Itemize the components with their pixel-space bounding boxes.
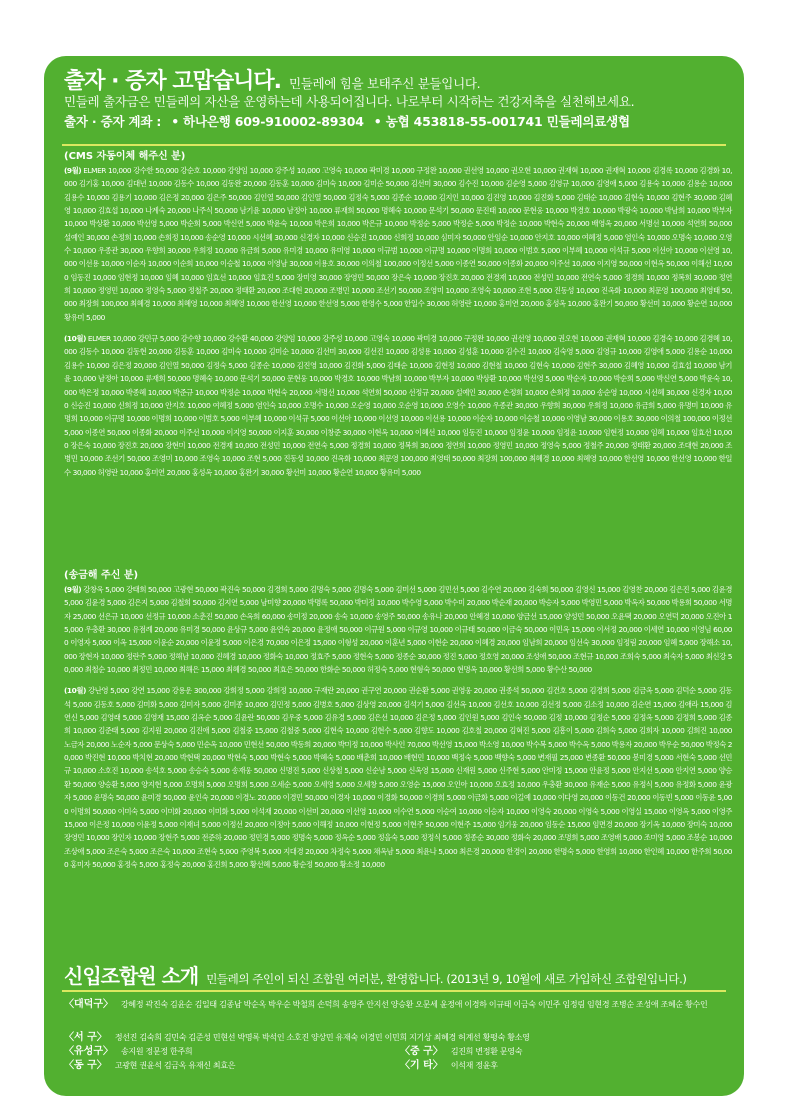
account-line bbox=[64, 112, 730, 132]
month-label: (10월) bbox=[64, 334, 86, 344]
month-label: (10월) bbox=[64, 686, 86, 696]
donor-list: ELMER 10,000 강민규 5,000 강수향 10,000 강수환 40,000 강양임 10,000 강주성 10,000 고영숙 10,000 곽미경 10,000 구정완 10,000 권선영 10,000 권오현 10,000 권재혁 10,000 김경숙 10,000 김경혜 10,000 김동수 10,000 김동현 20,000 김동훈 10,000 김미숙 10,000 김미순 10,000 김선미 30,000 김선진 10,000 김성용 10,000 김성훈 10,000 김수진 10,000 김숙영 5,000 김영규 10,000 김영애 5,000 김용순 10,000 김용수 10,000 김은정 20,000 김인열 50,000 김정숙 5,000 김종순 10,000 김진영 10,000 김진화 5,000 김태순 10,000 김현정 10,000 김현철 10,000 김현숙 10,000 김현주 30,000 김혜영 10,000 김효섭 10,000 남기윤 10,000 남정아 10,000 류재희 50,000 명혜숙 10,000 문석기 50,000 문현웅 10,000 박경호 10,000 박남희 10,000 박부자 10,000 박상환 10,000 박선영 5,000 박순자 10,000 박순희 5,000 박신연 5,000 박윤숙 10,000 박은정 10,000 박종혜 10,000 박준규 10,000 박정순 10,000 박현숙 20,000 서명선 10,000 석연희 50,000 선정규 20,000 설예인 30,000 손정희 10,000 손희정 10,000 송순영 10,000 시선혜 30,000 신경자 10,000 신승진 10,000 신희정 10,000 안지호 10,000 여혜정 5,000 염인숙 10,000 오명수 10,000 오순영 10,000 오순영 10,000 오영수 10,000 우종관 30,000 우향희 30,000 우희정 10,000 유금희 5,000 유명미 10,000 유명희 10,000 이규명 10,000 이명희 10,000 이범호 5,000 이부혜 10,000 이석규 5,000 이선아 10,000 이선영 10,000 이선용 10,000 이순자 10,000 이승철 10,000 이영남 30,000 이용호 30,000 이의철 100,000 이정선 5,000 이종연 50,000 이종화 20,000 이주선 10,000 이지영 50,000 이지훈 30,000 이창준 30,000 이현옥 10,000 이혜선 10,000 임동진 10,000 임정윤 10,000 임정윤 10,000 임현정 10,000 임혜 10,000 임효선 10,000 장은숙 10,000 장진호 20,000 장현미 10,000 전경재 10,000 전성민 10,000 전연숙 5,000 정경희 10,000 정복희 30,000 정연희 10,000 정영민 10,000 정영숙 5,000 정철주 20,000 정태환 20,000 조대현 20,000 조병민 10,000 조선기 50,000 조영미 10,000 조영숙 10,000 조현 5,000 진동성 10,000 진옥화 10,000 최문영 100,000 최영태 50,000 최장희 100,000 최혜경 10,000 최혜영 10,000 한선영 10,000 한선영 10,000 한일수 30,000 허영란 10,000 홍미연 20,000 홍성옥 10,000 홍완기 30,000 황선미 10,000 황순연 10,000 황유미 5,000 bbox=[64, 334, 733, 477]
month-label: (9월) bbox=[64, 585, 82, 594]
cms-october bbox=[64, 332, 732, 479]
region-label: 〈대덕구〉 bbox=[64, 999, 113, 1010]
region-daedeok bbox=[64, 999, 730, 1012]
region-names: 이석재 정윤후 bbox=[450, 1061, 498, 1070]
payment-title: (송금해 주신 분) bbox=[64, 570, 139, 581]
divider bbox=[62, 990, 726, 992]
region-names: 김진희 변정환 문영숙 bbox=[450, 1047, 523, 1056]
account-hana: • 하나은행 609-910002-89304 bbox=[171, 114, 364, 129]
header bbox=[64, 64, 730, 132]
account-nh: • 농협 453818-55-001741 민들레의료생협 bbox=[373, 114, 630, 129]
region-yuseong bbox=[64, 1046, 384, 1059]
region-label: 〈동 구〉 bbox=[64, 1060, 107, 1071]
new-members-header bbox=[64, 960, 732, 989]
region-label: 〈유성구〉 bbox=[64, 1046, 113, 1057]
payment-september bbox=[64, 583, 732, 676]
region-label: 〈서 구〉 bbox=[64, 1032, 107, 1043]
region-etc bbox=[400, 1060, 720, 1073]
page-title: 출자 · 증자 고맙습니다. bbox=[64, 69, 281, 94]
donor-list: 강난영 5,000 강연 15,000 강용운 300,000 강희정 5,000 강희정 10,000 구재란 20,000 권구연 20,000 권순환 5,000 권영웅 20,000 권종석 50,000 김건호 5,000 김경희 5,000 김금옥 5,000 김덕순 5,000 김동석 5,000 김동호 5,000 김미화 5,000 김미자 5,000 김미종 10,000 김민정 5,000 김병호 5,000 김상영 20,000 김석기 5,000 김선옥 10,000 김선호 10,000 김선정 5,000 김소정 10,000 김순연 15,000 김애라 15,000 김연신 5,000 김영래 5,000 김영재 15,000 김옥순 5,000 김윤란 50,000 김우중 5,000 김유경 5,000 김은선 10,000 김은정 5,000 김인원 5,000 김인숙 50,000 김정 10,000 김정순 5,000 김정옥 5,000 김정희 5,000 김종희 10,000 김준태 5,000 김지원 20,000 김진애 5,000 김철중 15,000 김철중 5,000 김현숙 10,000 김현수 5,000 김향도 10,000 김호철 20,000 김혁진 5,000 김흥이 5,000 김희숙 5,000 김희자 10,000 김희진 10,000 노금자 20,000 노순자 5,000 문상숙 5,000 민순옥 10,000 민현선 50,000 박동희 20,000 박미정 10,000 박사인 70,000 박선영 15,000 박소영 10,000 박수복 5,000 박수옥 5,000 박용자 20,000 박우순 50,000 박정숙 20,000 박진현 10,000 박치현 20,000 박현택 20,000 박현숙 5,000 박현숙 5,000 박혜숙 5,000 배춘희 10,000 배현민 10,000 백정숙 5,000 백향숙 5,000 변재필 25,000 변종환 50,000 봉미경 5,000 서현숙 5,000 선민규 10,000 소호진 10,000 송석호 5,000 송승숙 5,000 송재웅 50,000 신명진 5,000 신상철 5,000 신순남 5,000 신옥영 15,000 신재원 5,000 신주현 5,000 안미정 15,000 안윤정 5,000 안지선 5,000 안지연 5,000 양승환 50,000 양승환 5,000 양지현 5,000 오명희 5,000 오명희 5,000 오세순 5,000 오세영 5,000 오세창 5,000 오영순 15,000 오인아 10,000 오효정 10,000 우충환 30,000 유재순 5,000 유정식 5,000 유정화 5,000 윤광자 5,000 윤명숙 50,000 윤미경 50,000 윤인숙 20,000 이경노 20,000 이경민 50,000 이경자 10,000 이경화 50,000 이경희 5,000 이금화 5,000 이길예 10,000 이다영 20,000 이동건 20,000 이동빈 5,000 이동윤 5,000 이명희 50,000 이미숙 5,000 이미화 20,000 이미화 5,000 이석재 20,000 이선미 20,000 이선영 10,000 이수연 5,000 이승여 10,000 이승자 10,000 이영숙 20,000 이영숙 5,000 이영실 15,000 이영옥 5,000 이영주 15,000 이은정 10,000 이윤정 5,000 이재녀 5,000 이정선 20,000 이정아 5,000 이해정 10,000 이현정 5,000 이현주 50,000 이현주 15,000 임기웅 20,000 임동순 15,000 임면경 20,000 장기옥 10,000 장미숙 10,000 장영민 10,000 장인자 10,000 장현주 5,000 전준하 20,000 정민경 5,000 정명숙 5,000 정옥순 5,000 정을숙 5,000 정정식 5,000 정종순 30,000 정화숙 20,000 조명희 5,000 조영배 5,000 조미영 5,000 조봉순 10,000 조상애 5,000 조은숙 5,000 조은숙 10,000 조현숙 5,000 주영복 5,000 지대경 20,000 차정숙 5,000 채옥남 5,000 최윤나 5,000 최은경 20,000 한경이 20,000 한명숙 5,000 한영희 10,000 한인혜 10,000 한주희 50,000 홍미자 50,000 홍정숙 5,000 홍정숙 20,000 홍진희 5,000 황선혜 5,000 황순정 50,000 황소정 10,000 bbox=[64, 686, 732, 869]
payment-october bbox=[64, 684, 732, 871]
cms-september bbox=[64, 164, 732, 324]
new-members-title: 신입조합원 소개 bbox=[64, 964, 199, 988]
new-members-subtitle: 민들레의 주인이 되신 조합원 여러분, 환영합니다. (2013년 9, 10월에 새로 가입하신 조합원입니다.) bbox=[206, 972, 687, 986]
header-line-2: 민들레 출자금은 민들레의 자산을 운영하는데 사용되어집니다. 나로부터 시작하는 건강저축을 실천해보세요. bbox=[64, 94, 635, 109]
payment-section bbox=[64, 569, 732, 879]
region-names: 송지원 정문정 한주희 bbox=[120, 1047, 193, 1056]
divider bbox=[62, 144, 726, 146]
cms-section bbox=[64, 150, 732, 487]
donor-list: ELMER 10,000 강수한 50,000 강순호 10,000 강양임 10,000 강주성 10,000 고영숙 10,000 곽미경 10,000 구정완 10,000 권선영 10,000 권오현 10,000 권재혁 10,000 권재혁 10,000 김경록 10,000 김경화 10,000 김기홍 10,000 김대년 10,000 김동수 10,000 김동완 20,000 김동훈 10,000 김미숙 10,000 김미순 50,000 김선미 30,000 김수진 10,000 김순영 5,000 김영규 10,000 김영애 5,000 김용숙 10,000 김용순 10,000 김용수 10,000 김용기 10,000 김은정 20,000 김은주 50,000 김인열 50,000 김인열 50,000 김정숙 5,000 김종순 10,000 김지인 10,000 김진영 10,000 김진화 5,000 김태순 10,000 김현숙 10,000 김현주 30,000 김혜영 10,000 김효섭 10,000 나계숙 20,000 나주식 50,000 남기윤 10,000 남정아 10,000 류재희 50,000 명혜숙 10,000 문석기 50,000 문진태 10,000 문현웅 10,000 박경호 10,000 박광숙 10,000 박남희 10,000 박부자 10,000 박상환 10,000 박선영 5,000 박순희 5,000 박신연 5,000 박윤숙 10,000 박은희 10,000 박은규 10,000 박정순 5,000 박정순 5,000 박정순 10,000 박현숙 20,000 배영옥 20,000 서명선 10,000 석연희 50,000 설예인 30,000 손정희 10,000 손희정 10,000 송순영 10,000 시선혜 30,000 신경자 10,000 신승진 10,000 신희정 10,000 심미자 50,000 안임순 10,000 안지호 10,000 여혜정 5,000 염인숙 10,000 오명숙 10,000 오영수 10,000 우종관 30,000 우향희 30,000 우희정 10,000 유금희 5,000 유미경 10,000 유미영 10,000 이규범 10,000 이규명 10,000 이명희 10,000 이범호 5,000 이부혜 10,000 이석규 5,000 이선아 10,000 이선영 10,000 이선용 10,000 이순자 10,000 이순희 10,000 이승철 10,000 이영남 30,000 이용호 30,000 이의철 100,000 이정선 5,000 이종연 50,000 이종화 20,000 이주선 10,000 이지영 50,000 이현옥 50,000 이해선 10,000 임동진 10,000 임현정 10,000 임혜 10,000 임효선 10,000 임효진 5,000 장미영 30,000 장영민 50,000 장은숙 10,000 장진호 20,000 전경재 10,000 전성민 10,000 전연숙 5,000 정경희 10,000 정복희 30,000 정연희 10,000 정영민 10,000 정영숙 5,000 정철주 20,000 정태환 20,000 조대현 20,000 조병민 10,000 조선기 50,000 조영미 10,000 조영숙 10,000 조현 5,000 진동성 10,000 진옥화 10,000 최문영 100,000 최영태 50,000 최장희 100,000 최혜경 10,000 최혜영 10,000 최혜영 10,000 한선영 10,000 한선영 5,000 한영수 5,000 한일수 30,000 허영란 10,000 홍미연 20,000 홍성옥 10,000 홍완기 50,000 황선미 10,000 황순연 10,000 황유미 5,000 bbox=[64, 166, 733, 322]
month-label: (9월) bbox=[64, 166, 82, 175]
region-names: 정선진 김숙희 김민숙 김준성 민현선 박명록 박석인 소호진 양상민 유재숙 이경민 이민희 지기상 최혜경 허계선 황평숙 황소영 bbox=[114, 1033, 530, 1042]
cms-title: (CMS 자동이체 해주신 분) bbox=[64, 151, 186, 162]
region-label: 〈중 구〉 bbox=[400, 1046, 443, 1057]
account-label: 출자 · 증자 계좌 : bbox=[64, 114, 162, 129]
region-dong bbox=[64, 1060, 384, 1073]
region-names: 강혜정 곽진숙 김윤순 김일태 김종남 박순옥 박우순 박철희 손덕희 송영주 안지선 양승환 오문세 윤정애 이경하 이규태 이금숙 이민주 임정림 임현경 조병순 조성애 조혜순 황수인 bbox=[120, 1000, 708, 1009]
donor-list: 강창욱 5,000 강태희 50,000 고광현 50,000 곽진숙 50,000 김경희 5,000 김명숙 5,000 김명숙 5,000 김미선 5,000 김민선 5,000 김수연 20,000 김숙희 50,000 김영신 15,000 김영찬 20,000 김은진 5,000 김윤경 5,000 김윤경 5,000 김은지 5,000 김철희 50,000 김지연 5,000 남미향 20,000 박명록 50,000 박미정 10,000 박수영 5,000 박수미 20,000 박순재 20,000 박승자 5,000 박영민 5,000 박옥자 50,000 박용희 50,000 서명자 25,000 선은규 10,000 선정규 10,000 소춘진 50,000 손옥희 60,000 송미정 20,000 송숙 10,000 송영주 50,000 송유나 20,000 안혜경 10,000 양금선 15,000 양성민 50,000 오윤택 20,000 오연덕 20,000 오진아 15,000 우충환 30,000 유점례 20,000 유미경 50,000 윤상규 5,000 윤연숙 20,000 윤정애 50,000 이규원 5,000 이규영 10,000 이규태 50,000 이금숙 50,000 이민옥 15,000 이서정 20,000 이세연 10,000 이영님 60,000 이영자 5,000 이옥 15,000 이윤순 20,000 이윤정 5,000 이은경 70,000 이은정 15,000 이형성 20,000 이훈년 5,000 이현순 20,000 이혜경 20,000 임남희 20,000 임선숙 30,000 임정림 20,000 임혜 5,000 장해소 10,000 장현자 10,000 정란주 5,000 정해남 10,000 진혜경 10,000 정화숙 10,000 정효주 5,000 정현숙 5,000 정종순 30,000 정진 5,000 정호영 20,000 조성애 50,000 조현규 10,000 조희숙 5,000 최숙자 5,000 최신강 50,000 최철순 10,000 최정민 10,000 최해은 15,000 최혜경 50,000 최효은 50,000 한화순 50,000 허정숙 5,000 현형숙 50,000 현명옥 10,000 황선희 5,000 황수산 50,000 bbox=[64, 585, 732, 675]
region-names: 고광현 권윤석 김금옥 유재신 최효은 bbox=[114, 1061, 236, 1070]
region-label: 〈기 타〉 bbox=[400, 1060, 443, 1071]
region-seo bbox=[64, 1032, 730, 1045]
page-subtitle: 민들레에 힘을 보태주신 분들입니다. bbox=[288, 76, 481, 91]
content-panel bbox=[44, 56, 744, 1096]
region-jung bbox=[400, 1046, 720, 1059]
